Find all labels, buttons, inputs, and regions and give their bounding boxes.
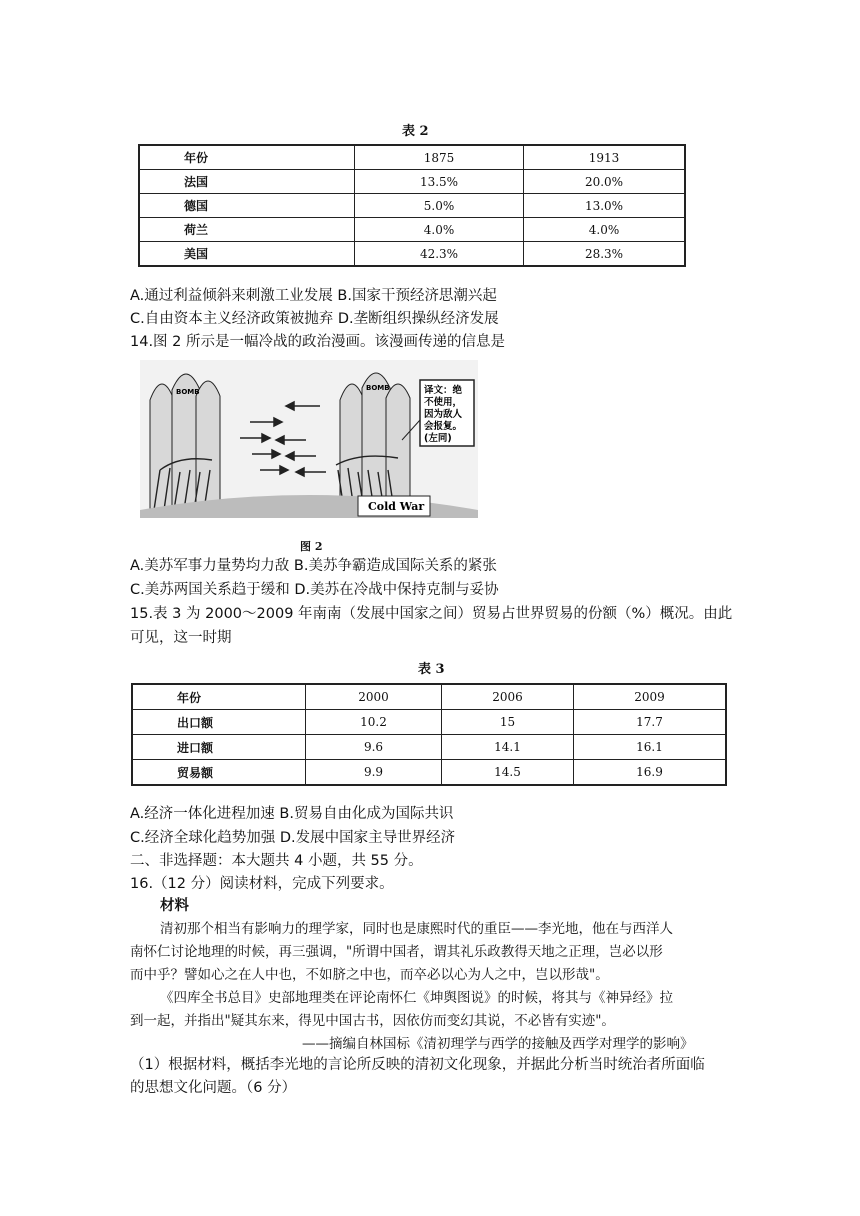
table-cell: 荷兰: [139, 218, 355, 242]
bomb-label: BOMB: [366, 384, 390, 392]
translation-line: 译文：绝: [424, 385, 463, 396]
material-line: 而中乎？譬如心之在人中也，不如脐之中也，而卒必以心为人之中，岂以形哉"。: [130, 967, 609, 983]
table-cell: 法国: [139, 170, 355, 194]
q15-option-line: C.经济全球化趋势加强 D.发展中国家主导世界经济: [130, 830, 456, 846]
table2: [138, 144, 686, 267]
q16-stem: 16.（12 分）阅读材料，完成下列要求。: [130, 876, 394, 892]
table-cell: 贸易额: [132, 760, 306, 786]
table-cell: 16.9: [574, 760, 727, 786]
table-cell: 德国: [139, 194, 355, 218]
table-cell: 13.5%: [355, 170, 524, 194]
material-source: ——摘编自林国标《清初理学与西学的接触及西学对理学的影响》: [302, 1036, 694, 1052]
table3: [131, 683, 727, 786]
translation-line: (左同): [424, 433, 452, 444]
table-cell: 42.3%: [355, 242, 524, 267]
section-heading: 二、非选择题：本大题共 4 小题，共 55 分。: [130, 853, 423, 869]
material-line: 南怀仁讨论地理的时候，再三强调，"所谓中国者，谓其礼乐政教得天地之正理，岂必以形: [130, 944, 663, 960]
table-cell: 9.9: [306, 760, 442, 786]
table-cell: 2009: [574, 684, 727, 710]
table-cell: 10.2: [306, 710, 442, 735]
table-cell: 17.7: [574, 710, 727, 735]
translation-line: 因为敌人: [424, 409, 463, 420]
table-cell: 14.1: [442, 735, 574, 760]
table2-caption: 表 2: [402, 124, 429, 139]
table-cell: 5.0%: [355, 194, 524, 218]
table-row: [139, 170, 685, 194]
table-cell: 进口额: [132, 735, 306, 760]
table-row: [132, 760, 726, 786]
q14-option-line: A.美苏军事力量势均力敌 B.美苏争霸造成国际关系的紧张: [130, 558, 497, 574]
table-row: [139, 194, 685, 218]
translation-line: 不使用，: [424, 397, 463, 408]
q13-option-line: A.通过利益倾斜来刺激工业发展 B.国家干预经济思潮兴起: [130, 288, 497, 304]
table-cell: 出口额: [132, 710, 306, 735]
table-cell: 20.0%: [524, 170, 686, 194]
table-row: [139, 242, 685, 267]
material-title: 材料: [160, 898, 189, 914]
cold-war-cartoon: [140, 360, 478, 518]
table-cell: 14.5: [442, 760, 574, 786]
q13-option-line: C.自由资本主义经济政策被抛弃 D.垄断组织操纵经济发展: [130, 311, 499, 327]
table3-caption: 表 3: [418, 662, 445, 677]
table-cell: 1913: [524, 145, 686, 170]
cold-war-label: Cold War: [368, 500, 425, 513]
table-cell: 2000: [306, 684, 442, 710]
table-cell: 年份: [132, 684, 306, 710]
table-row: [132, 684, 726, 710]
q14-option-line: C.美苏两国关系趋于缓和 D.美苏在冷战中保持克制与妥协: [130, 582, 499, 598]
q15-stem-line: 15.表 3 为 2000～2009 年南南（发展中国家之间）贸易占世界贸易的份额（%）概况。由此: [130, 606, 733, 622]
table-cell: 4.0%: [524, 218, 686, 242]
q15-option-line: A.经济一体化进程加速 B.贸易自由化成为国际共识: [130, 806, 454, 822]
material-line: 《四库全书总目》史部地理类在评论南怀仁《坤舆图说》的时候，将其与《神异经》拉: [160, 990, 673, 1006]
table-cell: 9.6: [306, 735, 442, 760]
table-cell: 年份: [139, 145, 355, 170]
table-cell: 15: [442, 710, 574, 735]
table-cell: 13.0%: [524, 194, 686, 218]
table-cell: 28.3%: [524, 242, 686, 267]
table-row: [132, 735, 726, 760]
table-row: [139, 218, 685, 242]
bomb-label: BOMB: [176, 388, 200, 396]
q15-stem-line: 可见，这一时期: [130, 630, 232, 646]
table-cell: 16.1: [574, 735, 727, 760]
translation-line: 会报复。: [424, 421, 463, 432]
table-cell: 1875: [355, 145, 524, 170]
material-line: 清初那个相当有影响力的理学家，同时也是康熙时代的重臣——李光地，他在与西洋人: [160, 921, 673, 937]
table-cell: 2006: [442, 684, 574, 710]
q16-part1-line: （1）根据材料，概括李光地的言论所反映的清初文化现象，并据此分析当时统治者所面临: [130, 1057, 705, 1073]
material-line: 到一起，并指出"疑其东来，得见中国古书，因依仿而变幻其说，不必皆有实迹"。: [130, 1013, 615, 1029]
figure2-caption: 图 2: [300, 540, 323, 553]
q14-stem: 14.图 2 所示是一幅冷战的政治漫画。该漫画传递的信息是: [130, 334, 506, 350]
q16-part1-line: 的思想文化问题。（6 分）: [130, 1080, 297, 1096]
table-cell: 美国: [139, 242, 355, 267]
table-row: [139, 145, 685, 170]
table-cell: 4.0%: [355, 218, 524, 242]
table-row: [132, 710, 726, 735]
